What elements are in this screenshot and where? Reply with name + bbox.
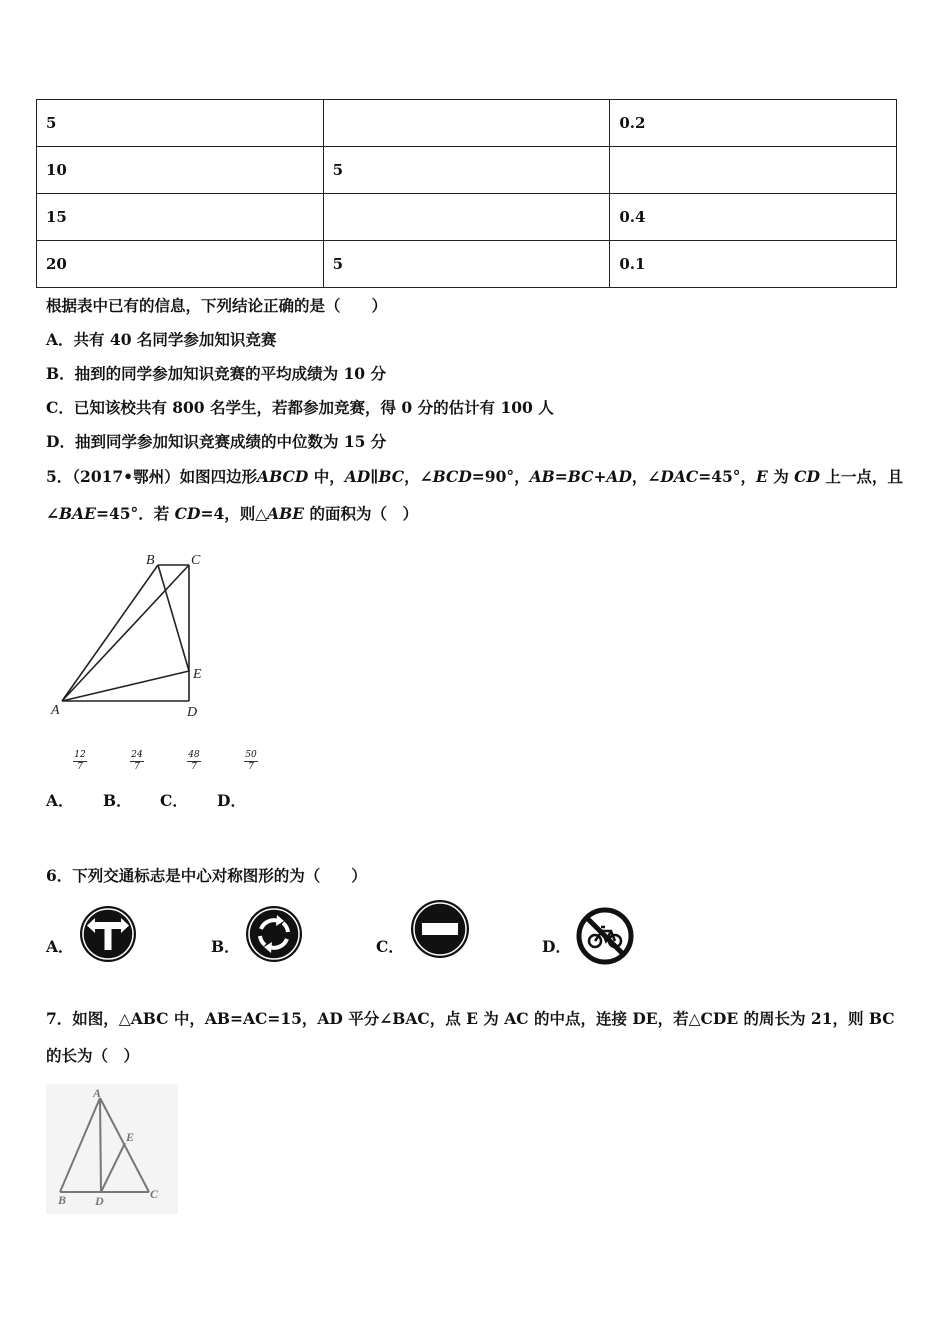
q5-fraction-c-den: 7 — [191, 762, 197, 772]
table-cell: 0.2 — [610, 100, 897, 147]
segment-ac — [62, 565, 189, 701]
label-c: C — [150, 1187, 159, 1201]
label-c: C — [191, 553, 201, 568]
frequency-table — [36, 99, 897, 288]
q4-option-a: A．共有 40 名同学参加知识竞赛 — [46, 330, 277, 349]
q6-option-b-label: B． — [211, 937, 240, 956]
q4-option-d: D．抽到同学参加知识竞赛成绩的中位数为 15 分 — [46, 432, 387, 451]
q5-fraction-a — [73, 750, 87, 773]
label-b: B — [146, 553, 155, 568]
table-cell — [610, 147, 897, 194]
label-e: E — [126, 1130, 135, 1144]
label-b: B — [58, 1193, 67, 1207]
table-row — [37, 100, 897, 147]
no-entry-sign-icon — [409, 898, 471, 960]
roundabout-sign-icon — [244, 904, 304, 964]
table-cell — [323, 194, 610, 241]
no-bicycles-sign-icon — [575, 906, 635, 966]
table-cell: 5 — [323, 147, 610, 194]
q5-option-a-label: A． — [46, 791, 74, 810]
q6-option-d-label: D． — [542, 937, 571, 956]
segment-ae — [62, 671, 189, 701]
q5-fraction-c-num: 48 — [188, 750, 200, 760]
q6-option-c-label: C． — [376, 937, 404, 956]
table-row — [37, 147, 897, 194]
q5-quadrilateral-figure — [48, 548, 218, 720]
q5-fraction-b-num: 24 — [131, 750, 143, 760]
q5-fraction-d — [244, 750, 258, 773]
table-cell: 0.4 — [610, 194, 897, 241]
table-cell: 5 — [37, 100, 324, 147]
q5-stem-line2: ∠BAE=45°．若 CD=4，则△ABE 的面积为（ ） — [46, 504, 419, 523]
segment-ad — [100, 1098, 101, 1192]
table-row — [37, 241, 897, 288]
segment-ab — [62, 565, 158, 701]
q7-triangle-figure — [46, 1084, 178, 1214]
q5-option-b-label: B． — [103, 791, 132, 810]
q5-fraction-d-den: 7 — [248, 762, 254, 772]
q6-stem: 6．下列交通标志是中心对称图形的为（ ） — [46, 866, 367, 885]
turn-left-right-sign-icon — [78, 904, 138, 964]
q4-option-b: B．抽到的同学参加知识竞赛的平均成绩为 10 分 — [46, 364, 386, 383]
table-cell — [323, 100, 610, 147]
table-cell: 20 — [37, 241, 324, 288]
table-cell: 15 — [37, 194, 324, 241]
label-d: D — [187, 705, 198, 720]
table-cell: 10 — [37, 147, 324, 194]
label-e: E — [193, 667, 202, 682]
label-d: D — [95, 1194, 104, 1208]
q5-option-d-label: D． — [217, 791, 246, 810]
table-cell: 5 — [323, 241, 610, 288]
table-cell: 0.1 — [610, 241, 897, 288]
q6-option-a-label: A． — [46, 937, 74, 956]
q5-fraction-a-den: 7 — [77, 762, 83, 772]
q5-fraction-c — [187, 750, 201, 773]
q5-option-c-label: C． — [160, 791, 188, 810]
q5-stem-line1: 5．（2017•鄂州）如图四边形ABCD 中，AD∥BC，∠BCD=90°，AB=BC+AD，∠DAC=45°，E 为 CD 上一点，且 — [46, 467, 903, 486]
q7-stem-line1: 7．如图，△ABC 中，AB=AC=15，AD 平分∠BAC，点 E 为 AC 的中点，连接 DE，若△CDE 的周长为 21，则 BC — [46, 1009, 895, 1028]
q5-fraction-a-num: 12 — [74, 750, 86, 760]
q5-fraction-b — [130, 750, 144, 773]
q4-option-c: C．已知该校共有 800 名学生，若都参加竞赛，得 0 分的估计有 100 人 — [46, 398, 554, 417]
table-row — [37, 194, 897, 241]
label-a: A — [93, 1086, 102, 1100]
q7-stem-line2: 的长为（ ） — [46, 1046, 140, 1065]
q4-stem: 根据表中已有的信息，下列结论正确的是（ ） — [46, 296, 388, 315]
q5-fraction-d-num: 50 — [245, 750, 257, 760]
label-a: A — [51, 703, 60, 718]
q5-fraction-b-den: 7 — [134, 762, 140, 772]
